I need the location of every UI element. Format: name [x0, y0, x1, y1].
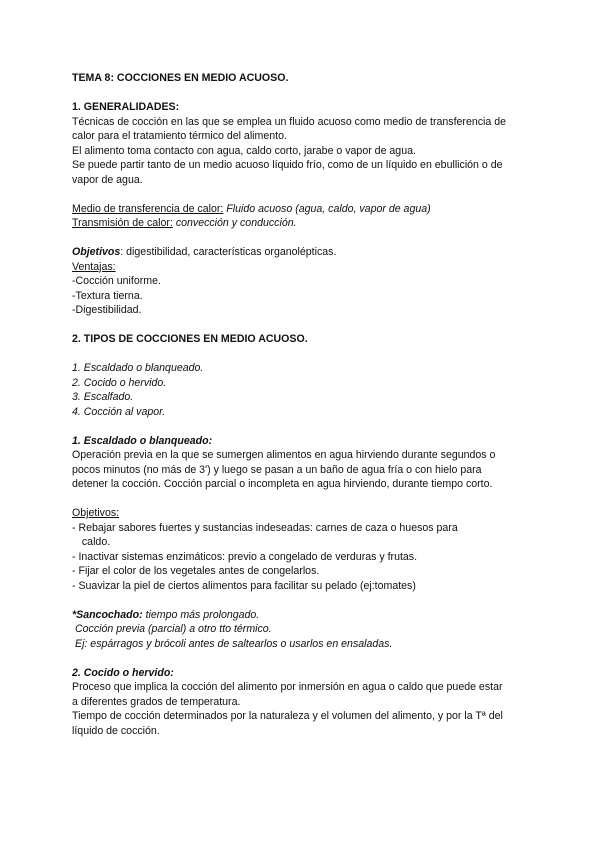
objetivo-item: - Inactivar sistemas enzimáticos: previo a congelado de verduras y frutas. — [72, 550, 418, 563]
ventaja-item: -Textura tierna. — [72, 289, 143, 302]
paragraph-line: líquido de cocción. — [72, 724, 160, 737]
tipo-item: 1. Escaldado o blanqueado. — [72, 362, 204, 374]
objetivo-item: - Rebajar sabores fuertes y sustancias indeseadas: carnes de caza o huesos para — [72, 521, 458, 534]
paragraph-line: Operación previa en la que se sumergen alimentos en agua hirviendo durante segundos o — [72, 449, 496, 461]
objetivos-line — [72, 245, 532, 260]
sancochado-note: Cocción previa (parcial) a otro tto térmico. — [75, 623, 272, 635]
tipo-item: 3. Escalfado. — [72, 391, 134, 403]
objetivos-label: Objetivos — [72, 246, 121, 258]
paragraph-line: El alimento toma contacto con agua, caldo corto, jarabe o vapor de agua. — [72, 144, 416, 157]
medio-transferencia-line — [72, 202, 532, 217]
section-generalidades-heading: 1. GENERALIDADES: — [72, 101, 180, 113]
medio-transferencia-value: Fluido acuoso (agua, caldo, vapor de agua) — [223, 202, 431, 215]
section-cocido-heading: 2. Cocido o hervido: — [72, 666, 174, 679]
paragraph-line: detener la cocción. Cocción parcial o incompleta en agua hirviendo, durante tiempo corto. — [72, 478, 493, 490]
paragraph-line: a diferentes grados de temperatura. — [72, 695, 241, 708]
sancochado-line — [72, 608, 532, 623]
ventajas-label: Ventajas: — [72, 260, 116, 273]
ventaja-item: -Digestibilidad. — [72, 304, 142, 316]
document-title: TEMA 8: COCCIONES EN MEDIO ACUOSO. — [72, 72, 289, 84]
tipo-item: 2. Cocido o hervido. — [72, 376, 167, 389]
objetivo-item: caldo. — [76, 536, 111, 548]
medio-transferencia-label: Medio de transferencia de calor: — [72, 202, 224, 215]
transmision-calor-label: Transmisión de calor: — [72, 217, 173, 229]
sancochado-label: *Sancochado: — [72, 608, 143, 621]
paragraph-line: Se puede partir tanto de un medio acuoso líquido frío, como de un líquido en ebullición o de — [72, 159, 503, 171]
escaldado-objetivos-label: Objetivos: — [72, 507, 120, 519]
objetivo-item: - Suavizar la piel de ciertos alimentos para facilitar su pelado (ej:tomates) — [72, 579, 416, 592]
paragraph-line: pocos minutos (no más de 3') y luego se pasan a un baño de agua fría o con hielo para — [72, 463, 482, 476]
transmision-calor-line — [72, 216, 532, 231]
objetivo-item: - Fijar el color de los vegetales antes de congelarlos. — [72, 565, 320, 577]
section-tipos-heading: 2. TIPOS DE COCCIONES EN MEDIO ACUOSO. — [72, 333, 308, 345]
transmision-calor-value: convección y conducción. — [172, 217, 297, 229]
ventaja-item: -Cocción uniforme. — [72, 275, 161, 287]
paragraph-line: Tiempo de cocción determinados por la naturaleza y el volumen del alimento, y por la Tª del — [72, 710, 503, 722]
paragraph-line: Proceso que implica la cocción del alimento por inmersión en agua o caldo que puede estar — [72, 681, 503, 693]
document-page — [72, 71, 532, 738]
tipo-item: 4. Cocción al vapor. — [72, 405, 166, 418]
paragraph-line: calor para el tratamiento térmico del alimento. — [72, 130, 287, 142]
section-escaldado-heading: 1. Escaldado o blanqueado: — [72, 434, 213, 447]
sancochado-value: tiempo más prolongado. — [142, 608, 260, 621]
paragraph-line: vapor de agua. — [72, 173, 143, 186]
paragraph-line: Técnicas de cocción en las que se emplea un fluido acuoso como medio de transferencia de — [72, 115, 507, 128]
objetivos-value: : digestibilidad, características organolépticas. — [120, 246, 337, 258]
sancochado-note: Ej: espárragos y brócoli antes de saltearlos o usarlos en ensaladas. — [75, 637, 393, 650]
